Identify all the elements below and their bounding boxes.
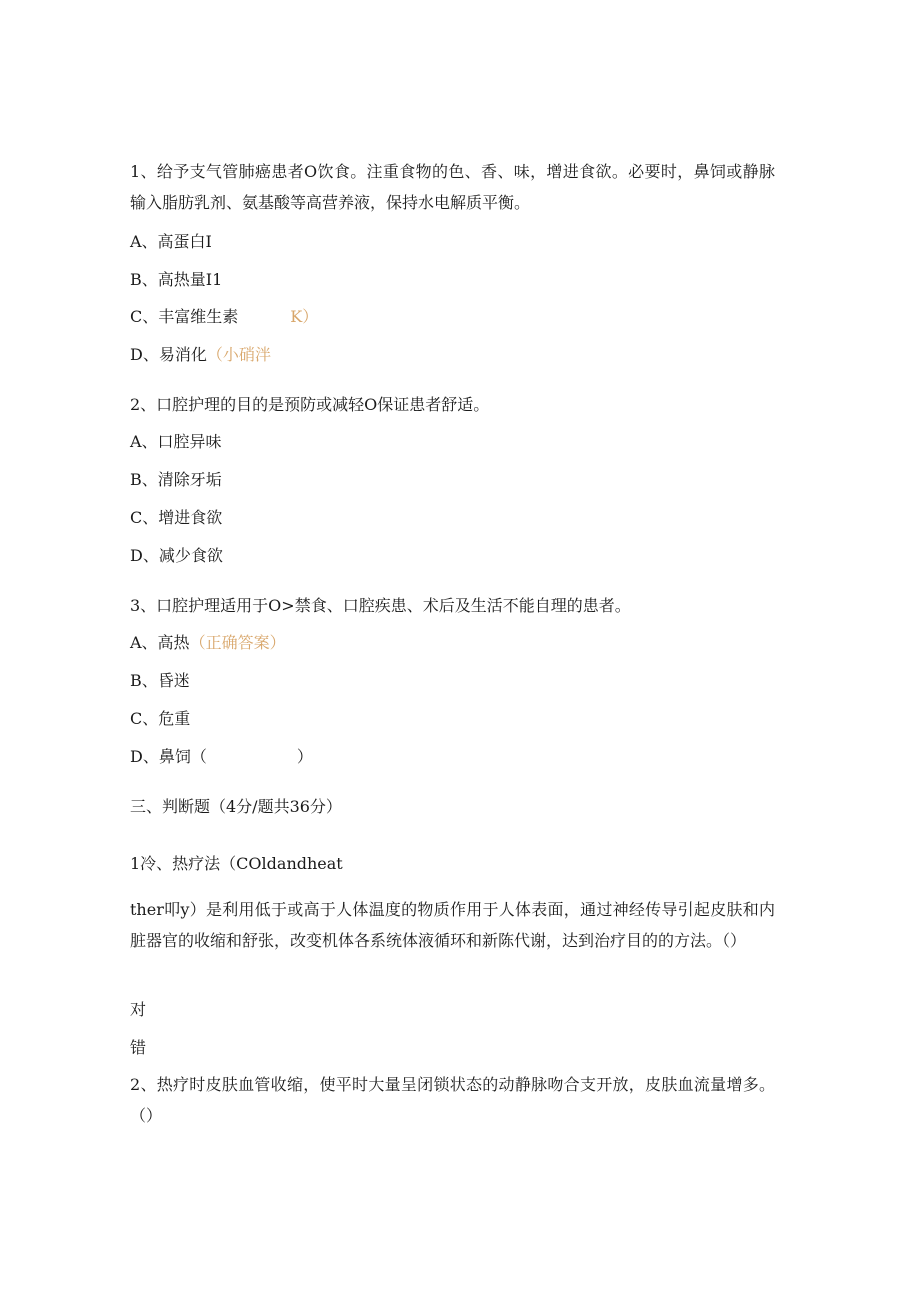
q1-stem: 1、给予支气管肺癌患者O饮食。注重食物的色、香、味，增进食欲。必要时，鼻饲或静脉输入脂肪乳剂、氨基酸等高营养液，保持水电解质平衡。 bbox=[130, 162, 775, 212]
j1-stem: ther叩y）是利用低于或高于人体温度的物质作用于人体表面，通过神经传导引起皮肤和内脏器官的收缩和舒张，改变机体各系统体液循环和新陈代谢，达到治疗目的的方法。（） bbox=[130, 900, 775, 950]
q2-option-a[interactable] bbox=[130, 432, 222, 452]
q2-option-d[interactable] bbox=[130, 546, 223, 566]
q1-option-a[interactable] bbox=[130, 232, 212, 252]
q3-stem: 3、口腔护理适用于O>禁食、口腔疾患、术后及生活不能自理的患者。 bbox=[130, 596, 631, 615]
q1-option-c-hint: K） bbox=[290, 307, 319, 326]
q2-option-d-text: D、减少食欲 bbox=[130, 546, 223, 565]
q3-option-d-tail: ） bbox=[296, 747, 313, 766]
q2-option-b[interactable] bbox=[130, 470, 222, 490]
q3-option-a-text: A、高热 bbox=[130, 633, 190, 652]
q3-option-d-text: D、鼻饲（ bbox=[130, 747, 207, 766]
q3-option-c-text: C、危重 bbox=[130, 709, 191, 728]
q2-option-c-text: C、增进食欲 bbox=[130, 508, 223, 527]
q1-option-b[interactable] bbox=[130, 270, 222, 290]
j2-stem: 2、热疗时皮肤血管收缩，使平时大量呈闭锁状态的动静脉吻合支开放，皮肤血流量增多。（） bbox=[130, 1075, 775, 1125]
q2-option-a-text: A、口腔异味 bbox=[130, 432, 222, 451]
q1-option-d-hint: （小硝泮 bbox=[206, 345, 271, 364]
q1-option-c-text: C、丰富维生素 bbox=[130, 307, 239, 326]
q1-option-b-text: B、高热量I1 bbox=[130, 270, 223, 289]
q2-stem: 2、口腔护理的目的是预防或减轻O保证患者舒适。 bbox=[130, 395, 490, 414]
q1-option-d[interactable] bbox=[130, 345, 271, 365]
j1-stem-line1: 1冷、热疗法（COldandheat bbox=[130, 854, 343, 873]
q2-option-b-text: B、清除牙垢 bbox=[130, 470, 222, 489]
q3-option-b-text: B、昏迷 bbox=[130, 671, 190, 690]
q3-option-a-hint: （正确答案） bbox=[189, 633, 286, 652]
j1-option-false[interactable]: 错 bbox=[130, 1038, 147, 1057]
q1-option-c[interactable] bbox=[130, 307, 318, 327]
section-heading: 三、判断题（4分/题共36分） bbox=[130, 797, 342, 816]
q1-option-a-text: A、高蛋白I bbox=[130, 232, 212, 251]
q2-option-c[interactable] bbox=[130, 508, 222, 528]
q3-option-a[interactable] bbox=[130, 633, 286, 653]
q3-option-c[interactable] bbox=[130, 709, 190, 729]
q3-option-b[interactable] bbox=[130, 671, 190, 691]
q1-option-d-text: D、易消化 bbox=[130, 345, 207, 364]
q3-option-d[interactable] bbox=[130, 747, 313, 767]
j1-option-true[interactable]: 对 bbox=[130, 1000, 147, 1019]
